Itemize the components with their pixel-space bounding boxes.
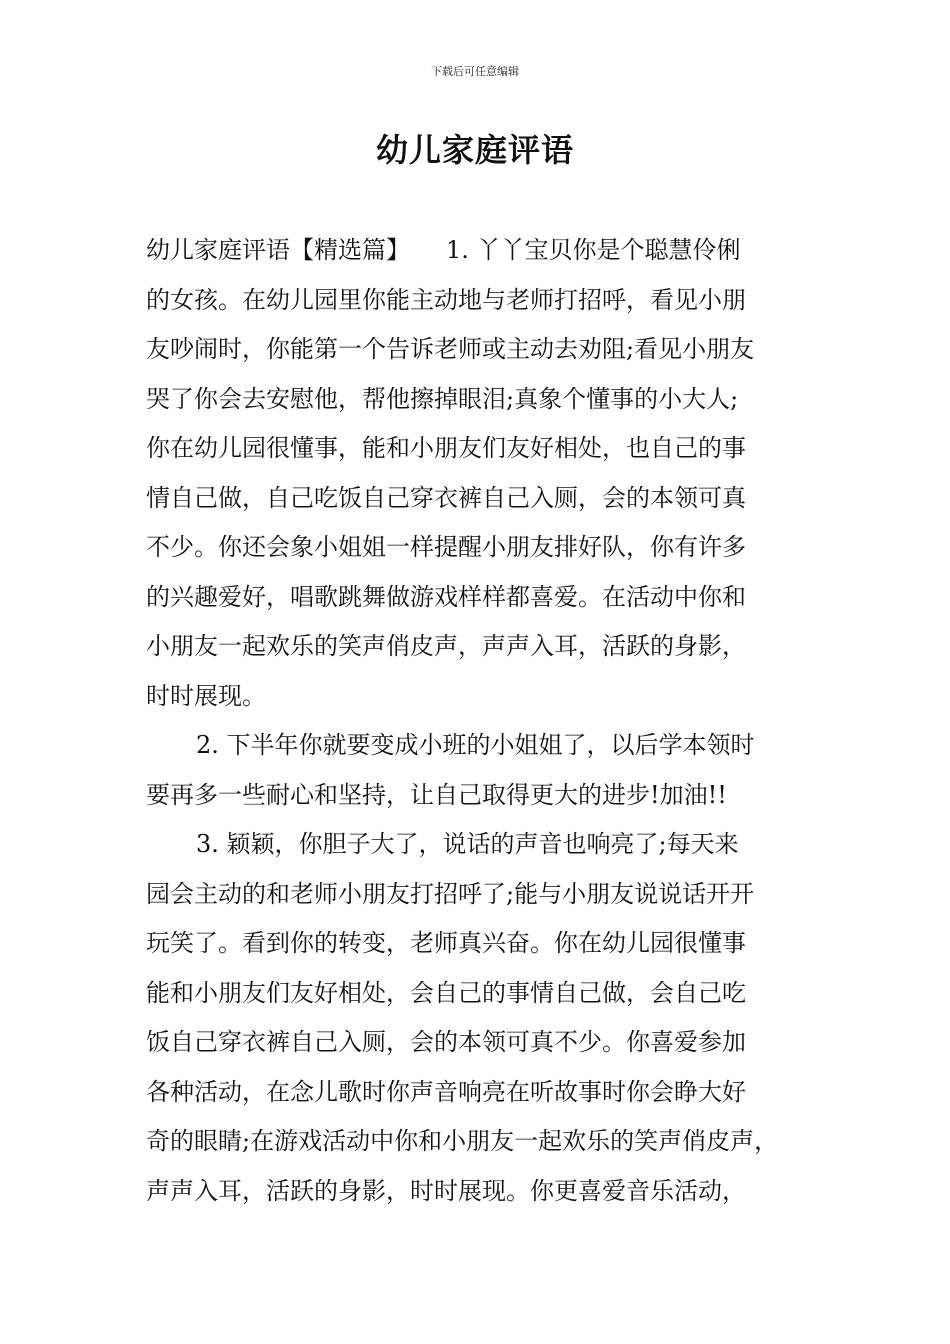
body-line: 友吵闹时，你能第一个告诉老师或主动去劝阻;看见小朋友	[146, 335, 755, 363]
body-line: 哭了你会去安慰他，帮他擦掉眼泪;真象个懂事的小大人;	[146, 384, 739, 413]
body-line: 情自己做，自己吃饭自己穿衣裤自己入厕，会的本领可真	[146, 483, 746, 512]
body-line: 的兴趣爱好，唱歌跳舞做游戏样样都喜爱。在活动中你和	[146, 582, 746, 611]
body-line: 能和小朋友们友好相处，会自己的事情自己做，会自己吃	[146, 978, 746, 1007]
body-line: 的女孩。在幼儿园里你能主动地与老师打招呼，看见小朋	[146, 285, 746, 314]
body-line: 你在幼儿园很懂事，能和小朋友们友好相处，也自己的事	[146, 434, 746, 462]
body-line: 饭自己穿衣裤自己入厕，会的本领可真不少。你喜爱参加	[146, 1028, 746, 1056]
body-line: 幼儿家庭评语【精选篇】 1. 丫丫宝贝你是个聪慧伶俐	[146, 236, 741, 264]
body-line: 园会主动的和老师小朋友打招呼了;能与小朋友说说话开开	[146, 879, 755, 908]
document-body	[146, 226, 836, 1216]
document-title: 幼儿家庭评语	[375, 131, 574, 169]
body-line: 3. 颖颖，你胆子大了，说话的声音也响亮了;每天来	[196, 830, 739, 858]
body-line: 不少。你还会象小姐姐一样提醒小朋友排好队，你有许多	[146, 533, 746, 561]
page-header-note: 下载后可任意编辑	[431, 65, 519, 78]
body-line: 时时展现。	[146, 681, 266, 710]
body-line: 各种活动，在念儿歌时你声音响亮在听故事时你会睁大好	[146, 1077, 746, 1106]
body-line: 小朋友一起欢乐的笑声俏皮声，声声入耳，活跃的身影，	[146, 632, 746, 660]
body-line: 要再多一些耐心和坚持，让自己取得更大的进步!加油!!	[146, 780, 727, 809]
body-line: 2. 下半年你就要变成小班的小姐姐了，以后学本领时	[196, 731, 755, 759]
body-line: 玩笑了。看到你的转变，老师真兴奋。你在幼儿园很懂事	[146, 929, 746, 957]
body-line: 声声入耳，活跃的身影，时时展现。你更喜爱音乐活动，	[146, 1176, 746, 1205]
body-line: 奇的眼睛;在游戏活动中你和小朋友一起欢乐的笑声俏皮声，	[146, 1127, 779, 1155]
